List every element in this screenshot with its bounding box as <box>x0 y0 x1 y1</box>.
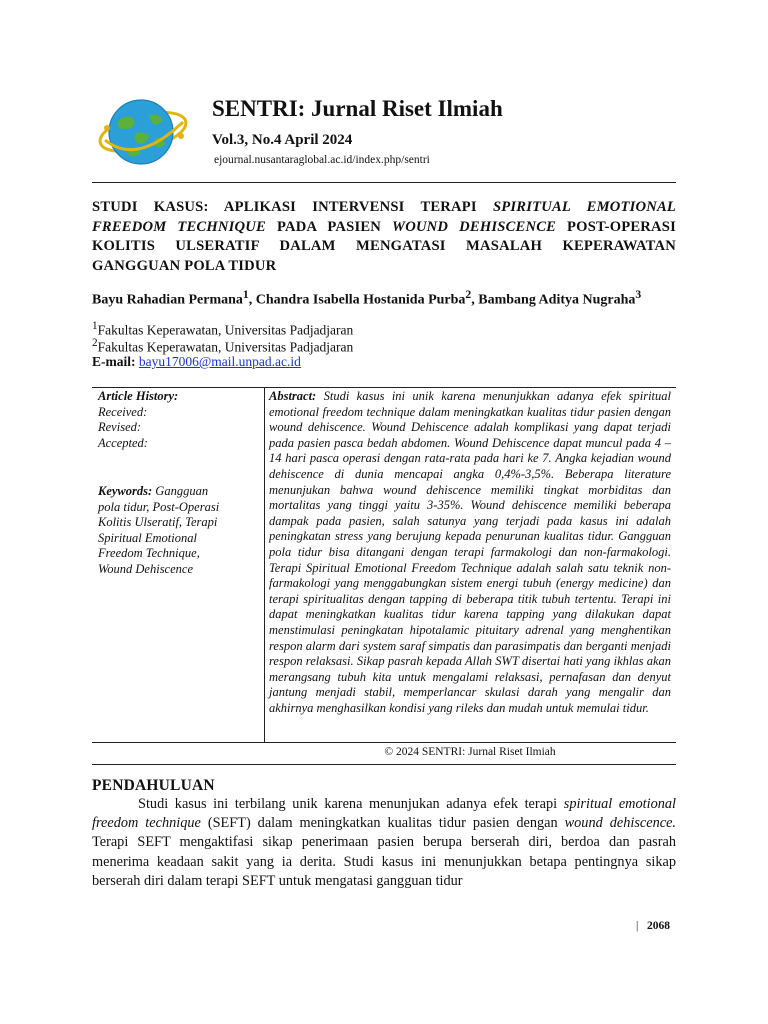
info-box-top-rule <box>92 387 676 388</box>
author-sup: 3 <box>635 288 642 301</box>
body-text-part: (SEFT) dalam meningkatkan kualitas tidur pasien dengan <box>200 815 565 832</box>
copyright-notice: © 2024 SENTRI: Jurnal Riset Ilmiah <box>384 746 556 758</box>
author-sup: 2 <box>465 288 472 301</box>
body-paragraph <box>92 795 676 891</box>
journal-title: SENTRI: Jurnal Riset Ilmiah <box>212 96 503 121</box>
info-box-mid-rule <box>92 742 676 743</box>
author-name: Bayu Rahadian Permana <box>92 292 243 308</box>
body-text-part: Terapi SEFT mengaktifasi sikap penerimaan pasien berupa berserah diri, berdoa dan pasrah menerima keadaan sakit yang ia derita. Studi kasus ini menunjukkan betapa pentingnya sikap berserah diri dalam terapi SEFT untuk mengatasi gangguan tidur <box>92 834 676 889</box>
author-list <box>92 286 676 310</box>
author-separator: , <box>471 292 479 308</box>
keywords-text: Gangguan pola tidur, Post-Operasi Kolitis Ulseratif, Terapi Spiritual Emotional Freedom Technique, Wound Dehiscence <box>98 484 220 576</box>
body-text-part: Studi kasus ini terbilang unik karena menunjukan adanya efek terapi <box>138 796 564 812</box>
info-box-bottom-rule <box>92 764 676 765</box>
affiliation-1 <box>92 320 353 339</box>
journal-url[interactable]: ejournal.nusantaraglobal.ac.id/index.php/sentri <box>214 154 430 166</box>
history-accepted: Accepted: <box>98 435 148 450</box>
journal-volume: Vol.3, No.4 April 2024 <box>212 132 353 148</box>
author-separator: , <box>248 292 256 308</box>
affiliation-sup: 2 <box>92 337 98 349</box>
body-italic-part: spiritual emotional freedom technique <box>92 796 676 832</box>
globe-logo-icon <box>97 92 189 172</box>
history-revised: Revised: <box>98 420 142 434</box>
section-heading: PENDAHULUAN <box>92 777 215 794</box>
abstract-text: Studi kasus ini unik karena menunjukkan adanya efek spiritual emotional freedom technique dalam meningkatkan kualitas tidur pasien dengan wound dehiscence. Wound Dehiscence adalah komplikasi yang dapat terjadi pada pasien pasca bedah abdomen. Wound Dehiscence dapat muncul pada 4 – 14 hari pasca operasi dengan rata-rata pada hari ke 7. Angka kejadian wound dehiscence di dunia mencapai angka 0,4%-3,5%. Beberapa literature menunjukan bahwa wound dehiscence memiliki tingkat morbiditas dan mortalitas yang tinggi yaitu 3-35%. Wound dehiscence memiliki beberapa dampak pada pasien, salah satunya yang terjadi pada kasus ini adalah peningkatan stress yang berujung kepada penurunan kualitas tidur. Gangguan pola tidur bisa ditangani dengan terapi farmakologi dan non-farmakologi. Terapi Spiritual Emotional Freedom Technique adalah salah satu teknik non-farmakologi yang menggabungkan sistem energi tubuh (energy medicine) dan terapi spiritualitas dengan tapping di beberapa titik tubuh tertentu. Terapi ini dapat meningkatkan kualitas tidur karena tapping yang dilakukan dapat menstimulasi peningkatan hipotalamic pituitary adrenal yang menghentikan respon alarm dari system saraf simpatis dan parasimpatis dan berganti menjadi respon relaksasi. Sikap pasrah kepada Allah SWT disertai hati yang ikhlas akan merangsang tubuh kita untuk mengalami relaksasi, pernafasan dan denyut jantung menjadi stabil, memperlancar skulasi darah yang mengalir dan akhirnya menghasilkan kondisi yang rileks dan mudah untuk memulai tidur. <box>269 389 671 715</box>
info-box-column-divider <box>264 388 265 742</box>
author-name: Bambang Aditya Nugraha <box>478 292 636 308</box>
journal-logo <box>97 92 189 172</box>
email-label: E-mail: <box>92 354 136 369</box>
article-history <box>98 389 178 451</box>
email-line <box>92 354 301 370</box>
page-number-value: 2068 <box>646 920 670 932</box>
header-divider <box>92 182 676 183</box>
affiliation-sup: 1 <box>92 320 98 332</box>
page-separator: | <box>636 920 639 932</box>
title-part: PADA PASIEN <box>265 218 393 235</box>
affiliation-2 <box>92 337 353 356</box>
history-received: Received: <box>98 404 148 419</box>
title-italic-part: SPIRITUAL EMOTIONAL FREEDOM TECHNIQUE <box>92 199 676 235</box>
abstract <box>269 389 671 716</box>
title-part: POST-OPERASI KOLITIS ULSERATIF DALAM MENGATASI MASALAH KEPERAWATAN GANGGUAN POLA TIDUR <box>92 218 676 274</box>
paper-title <box>92 198 676 276</box>
author-sup: 1 <box>242 288 249 301</box>
keywords-title: Keywords: <box>98 484 153 498</box>
title-italic-part: WOUND DEHISCENCE <box>392 218 557 235</box>
body-italic-part: wound dehiscence. <box>564 815 676 832</box>
abstract-title: Abstract: <box>269 389 317 403</box>
author-name: Chandra Isabella Hostanida Purba <box>255 292 466 308</box>
title-part: STUDI KASUS: APLIKASI INTERVENSI TERAPI <box>92 199 493 215</box>
affiliation-text: Fakultas Keperawatan, Universitas Padjadjaran <box>97 339 354 355</box>
history-title: Article History: <box>98 389 179 403</box>
page-number <box>636 920 670 932</box>
affiliation-text: Fakultas Keperawatan, Universitas Padjadjaran <box>97 322 354 338</box>
keywords <box>98 484 232 577</box>
email-link[interactable]: bayu17006@mail.unpad.ac.id <box>138 354 301 369</box>
